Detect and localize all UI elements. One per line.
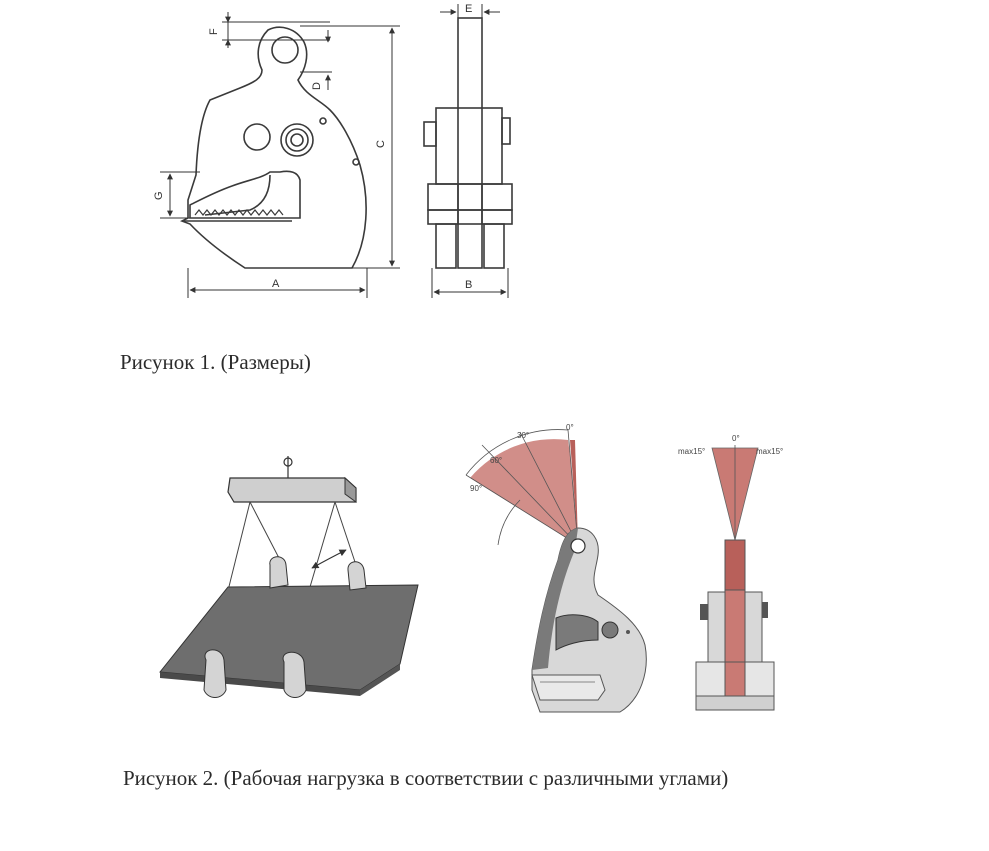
spreader-beam <box>228 478 356 502</box>
rotation-arrow <box>312 550 346 568</box>
angle-label-30: 30° <box>517 431 530 440</box>
plate-clamp-4 <box>283 652 306 697</box>
angle-fan <box>470 439 578 545</box>
dim-label-g: G <box>153 191 165 200</box>
dim-label-e: E <box>465 3 473 15</box>
angle-label-0: 0° <box>566 423 574 432</box>
figure2-caption: Рисунок 2. (Рабочая нагрузка в соответствии с различными углами) <box>123 766 729 790</box>
pivot-hole <box>244 124 270 150</box>
jaw-cam <box>205 175 270 215</box>
dim-label-c: C <box>375 140 387 148</box>
dim-label-f: F <box>208 28 220 35</box>
angle-label-90: 90° <box>470 484 483 493</box>
figure1-caption: Рисунок 1. (Размеры) <box>120 350 311 374</box>
plate-clamp-1 <box>270 557 288 588</box>
small-hole <box>320 118 326 124</box>
dim-label-a: A <box>272 278 280 290</box>
side-angle-right-label: max15° <box>756 447 784 456</box>
dimension-labels <box>153 3 472 291</box>
angle-label-60: 60° <box>490 456 503 465</box>
plate-lifting-illustration <box>160 456 418 698</box>
side-angle-left-label: max15° <box>678 447 706 456</box>
angle-fan-illustration <box>466 423 646 712</box>
plate-clamp-2 <box>348 562 366 590</box>
figure1-drawing <box>182 27 366 268</box>
clamp-front-view <box>424 18 512 268</box>
cam-bearing-mid <box>286 129 308 151</box>
clamp-body-side-view <box>182 27 366 268</box>
small-hole-2 <box>353 159 359 165</box>
side-angle-center-label: 0° <box>732 434 740 443</box>
dim-label-d: D <box>311 82 323 90</box>
lifting-eye-hole <box>272 37 298 63</box>
dimension-lines <box>160 12 400 298</box>
dim-label-b: B <box>465 279 473 291</box>
plate-clamp-3 <box>204 650 226 698</box>
side-angle-illustration <box>678 434 783 710</box>
front-view-dimensions <box>432 4 508 298</box>
cam-bearing-inner <box>291 134 303 146</box>
